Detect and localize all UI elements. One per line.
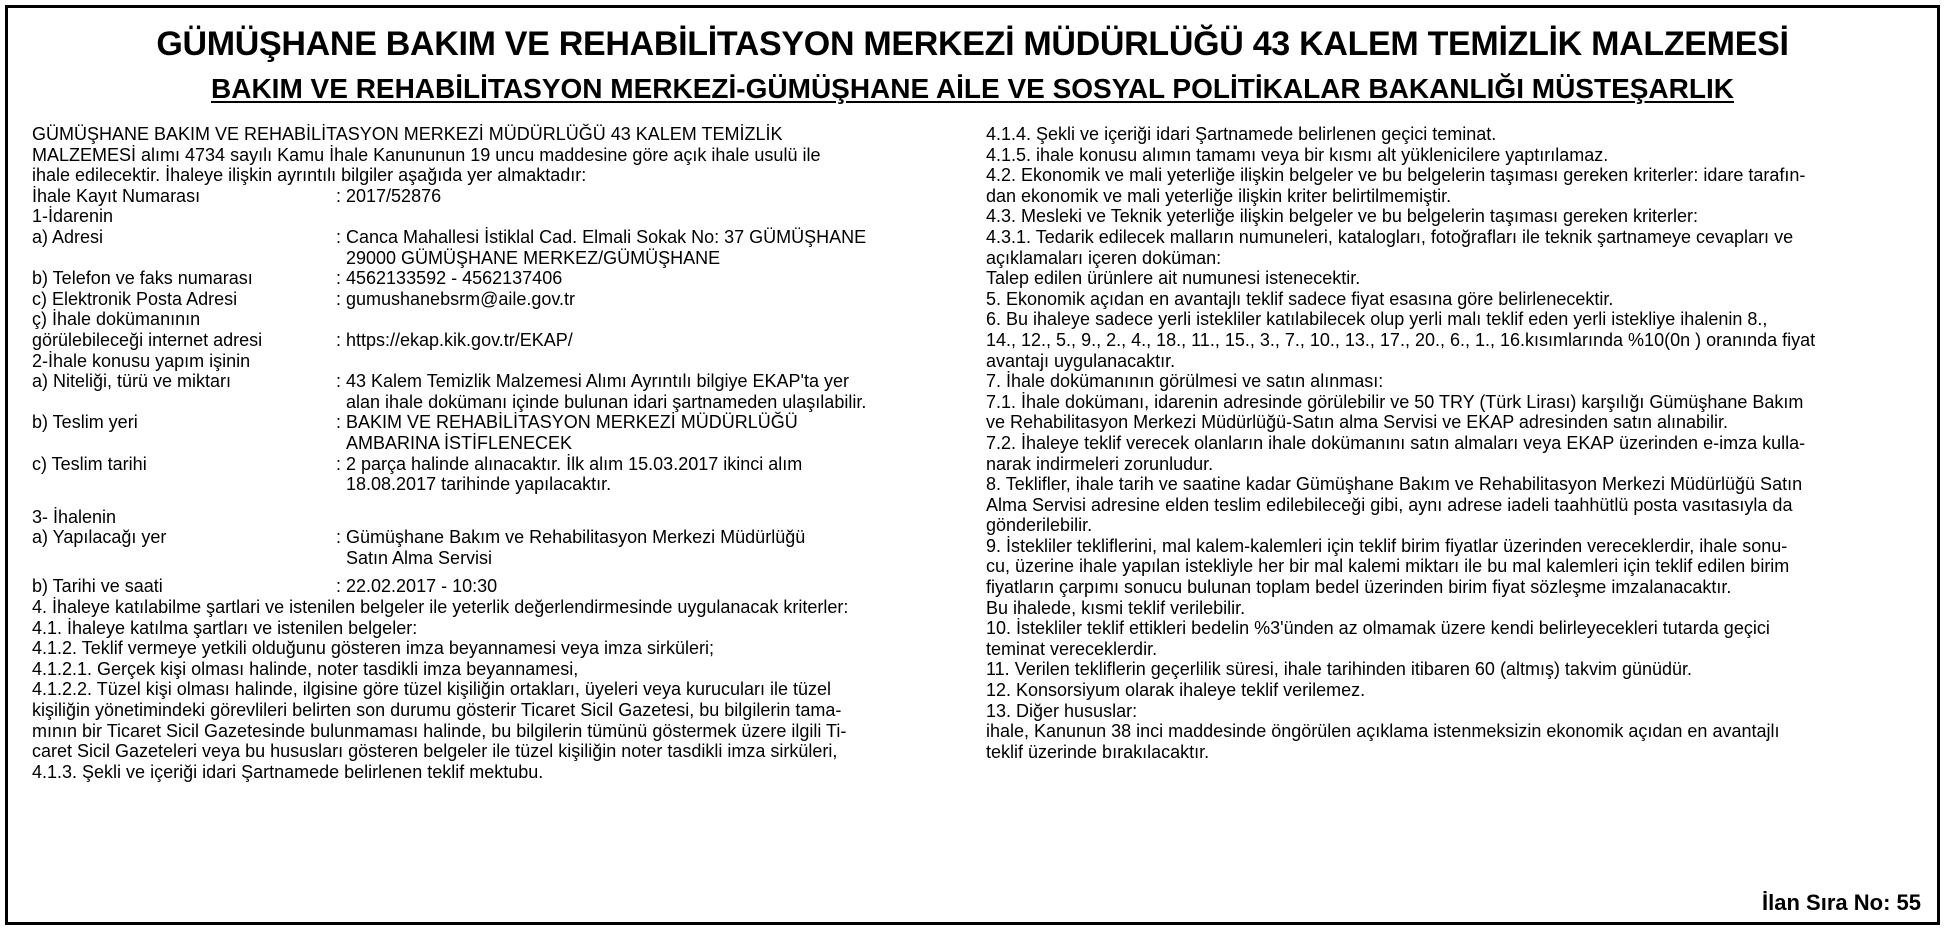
field-value-continued: alan ihale dokümanı içinde bulunan idari şartnameden ulaşılabilir. — [346, 391, 867, 412]
announcement-number: İlan Sıra No: 55 — [1762, 890, 1921, 915]
text-line: gönderilebilir. — [986, 515, 1093, 536]
field-value: : https://ekap.kik.gov.tr/EKAP/ — [336, 329, 573, 350]
field-label: İhale Kayıt Numarası — [32, 185, 201, 206]
text-line: 9. İstekliler tekliflerini, mal kalem-kalemleri için teklif birim fiyatlar üzerinden vereceklerdir, ihale sonu- — [986, 535, 1788, 556]
field-label: b) Tarihi ve saati — [32, 576, 163, 597]
field-value: : 2 parça halinde alınacaktır. İlk alım 15.03.2017 ikinci alım — [336, 453, 803, 474]
field-teslim-tarihi — [32, 454, 972, 475]
text-line: 4.1. İhaleye katılma şartları ve istenilen belgeler: — [32, 617, 418, 638]
text-line: Talep edilen ürünlere ait numunesi istenecektir. — [986, 268, 1361, 289]
text-line: 4.1.5. ihale konusu alımın tamamı veya bir kısmı alt yüklenicilere yaptırılamaz. — [986, 144, 1609, 165]
intro-line: MALZEMESİ alımı 4734 sayılı Kamu İhale Kanununun 19 uncu maddesine göre açık ihale usulü ile — [32, 144, 821, 165]
text-line: 6. Bu ihaleye sadece yerli istekliler katılabilecek olup yerli malı teklif eden yerli istekliye ihalenin 8., — [986, 309, 1768, 330]
left-column — [32, 124, 972, 782]
text-line: 13. Diğer hususlar: — [986, 700, 1138, 721]
field-value-continued: 29000 GÜMÜŞHANE MERKEZ/GÜMÜŞHANE — [346, 247, 721, 268]
text-line: 4.3.1. Tedarik edilecek malların numuneleri, katalogları, fotoğrafları ile teknik şartnameye cevapları ve — [986, 226, 1794, 247]
spacer — [32, 495, 972, 507]
field-value: : BAKIM VE REHABİLİTASYON MERKEZİ MÜDÜRLÜĞÜ — [336, 412, 798, 433]
field-value-continued: 18.08.2017 tarihinde yapılacaktır. — [346, 474, 612, 495]
text-line: 4.1.4. Şekli ve içeriği idari Şartnamede belirlenen geçici teminat. — [986, 124, 1497, 144]
page-subtitle: BAKIM VE REHABİLİTASYON MERKEZİ-GÜMÜŞHANE AİLE VE SOSYAL POLİTİKALAR BAKANLIĞI MÜSTEŞARLIK — [211, 73, 1734, 104]
right-column — [986, 124, 1926, 762]
text-line: fiyatların çarpımı sonucu bulunan toplam bedel üzerinden birim fiyat sözleşme imzalanacaktır. — [986, 577, 1732, 598]
field-label: a) Yapılacağı yer — [32, 527, 167, 548]
text-line: 4.1.2. Teklif vermeye yetkili olduğunu gösteren imza beyannamesi veya imza sirküleri; — [32, 638, 714, 659]
field-label: görülebileceği internet adresi — [32, 329, 263, 350]
text-line: teminat vereceklerdir. — [986, 638, 1158, 659]
spacer — [32, 568, 972, 576]
text-line: 14., 12., 5., 9., 2., 4., 18., 11., 15., 3., 7., 10., 13., 17., 20., 6., 1., 16.kısımlarında %10(0n ) oranında fiyat — [986, 329, 1816, 350]
field-value: : Canca Mahallesi İstiklal Cad. Elmali Sokak No: 37 GÜMÜŞHANE — [336, 226, 867, 247]
field-value-continued: Satın Alma Servisi — [346, 547, 493, 568]
field-yer — [32, 527, 972, 548]
field-value: : gumushanebsrm@aile.gov.tr — [336, 288, 576, 309]
field-label: c) Teslim tarihi — [32, 453, 147, 474]
text-line: 12. Konsorsiyum olarak ihaleye teklif verilemez. — [986, 680, 1366, 701]
text-line: 4.3. Mesleki ve Teknik yeterliğe ilişkin belgeler ve bu belgelerin taşıması gereken kriterler: — [986, 206, 1699, 227]
text-line: dan ekonomik ve mali yeterliğe ilişkin kriter belirtilmemiştir. — [986, 185, 1452, 206]
text-line: caret Sicil Gazeteleri veya bu hususları gösteren belgeler ile tüzel kişiliğin noter tasdikli imza sirküleri, — [32, 741, 838, 762]
section-heading: 1-İdarenin — [32, 206, 114, 227]
field-saat — [32, 576, 972, 597]
field-value: : 2017/52876 — [336, 185, 442, 206]
field-kayit — [32, 186, 972, 207]
text-line: teklif üzerinde bırakılacaktır. — [986, 741, 1210, 762]
text-line: ihale, Kanunun 38 inci maddesinde öngörülen açıklama istenmeksizin ekonomik açıdan en avantajlı — [986, 721, 1780, 742]
text-line: 4. İhaleye katılabilme şartlari ve istenilen belgeler ile yeterlik değerlendirmesinde uygulanacak kriterler: — [32, 597, 849, 618]
text-line: avantajı uygulanacaktır. — [986, 350, 1176, 371]
text-line: 7.1. İhale dokümanı, idarenin adresinde görülebilir ve 50 TRY (Türk Lirası) karşılığı Gümüşhane Bakım — [986, 391, 1804, 412]
field-dokuman — [32, 330, 972, 351]
text-line: 11. Verilen tekliflerin geçerlilik süresi, ihale tarihinden itibaren 60 (altmış) takvim günüdür. — [986, 659, 1693, 680]
section-heading: 2-İhale konusu yapım işinin — [32, 350, 251, 371]
text-line: 5. Ekonomik açıdan en avantajlı teklif sadece fiyat esasına göre belirlenecektir. — [986, 288, 1614, 309]
field-telefon — [32, 268, 972, 289]
field-teslim-yeri — [32, 412, 972, 433]
field-value: : 22.02.2017 - 10:30 — [336, 576, 498, 597]
announcement-page — [5, 5, 1940, 925]
field-label: c) Elektronik Posta Adresi — [32, 288, 238, 309]
field-label: ç) İhale dokümanının — [32, 309, 201, 330]
text-line: 4.1.2.2. Tüzel kişi olması halinde, ilgisine göre tüzel kişiliğin ortakları, üyeleri veya kurucuları ile tüzel — [32, 679, 832, 700]
field-value: : 4562133592 - 4562137406 — [336, 268, 563, 289]
text-line: açıklamaları içeren doküman: — [986, 247, 1222, 268]
section-heading: 3- İhalenin — [32, 506, 117, 527]
field-value-continued: AMBARINA İSTİFLENECEK — [346, 432, 573, 453]
text-line: 7. İhale dokümanının görülmesi ve satın alınması: — [986, 371, 1384, 392]
text-line: Alma Servisi adresine elden teslim edilebileceği gibi, aynı adrese iadeli taahhütlü posta vasıtasıyla da — [986, 494, 1793, 515]
field-value: : 43 Kalem Temizlik Malzemesi Alımı Ayrıntılı bilgiye EKAP'ta yer — [336, 371, 849, 392]
text-line: 10. İstekliler teklif ettikleri bedelin %3'ünden az olmamak üzere kendi belirleyecekleri tutarda geçici — [986, 618, 1770, 639]
text-line: ve Rehabilitasyon Merkezi Müdürlüğü-Satın alma Servisi ve EKAP adresinden satın alınabilir. — [986, 412, 1729, 433]
text-line: mının bir Ticaret Sicil Gazetesinde bulunmaması halinde, bu bilgilerin tümünü göstermek üzere ilgili Ti- — [32, 720, 847, 741]
text-line: 4.1.3. Şekli ve içeriği idari Şartnamede belirlenen teklif mektubu. — [32, 761, 544, 782]
field-label: b) Telefon ve faks numarası — [32, 268, 253, 289]
text-line: 4.2. Ekonomik ve mali yeterliğe ilişkin belgeler ve bu belgelerin taşıması gereken kriterler: idare tarafın- — [986, 165, 1806, 186]
text-line: kişiliğin yönetimindeki görevlileri belirten son durumu gösterir Ticaret Sicil Gazetesi, bu bilgilerin tama- — [32, 700, 842, 721]
intro-line: GÜMÜŞHANE BAKIM VE REHABİLİTASYON MERKEZİ MÜDÜRLÜĞÜ 43 KALEM TEMİZLİK — [32, 124, 783, 144]
field-value: : Gümüşhane Bakım ve Rehabilitasyon Merkezi Müdürlüğü — [336, 527, 806, 548]
field-nitelik — [32, 371, 972, 392]
text-line: narak indirmeleri zorunludur. — [986, 453, 1214, 474]
page-title: GÜMÜŞHANE BAKIM VE REHABİLİTASYON MERKEZİ MÜDÜRLÜĞÜ 43 KALEM TEMİZLİK MALZEMESİ — [156, 25, 1789, 63]
text-line: Bu ihalede, kısmi teklif verilebilir. — [986, 597, 1246, 618]
field-adres — [32, 227, 972, 248]
field-label: a) Niteliği, türü ve miktarı — [32, 371, 232, 392]
field-label: b) Teslim yeri — [32, 412, 138, 433]
text-line: 8. Teklifler, ihale tarih ve saatine kadar Gümüşhane Bakım ve Rehabilitasyon Merkezi Müdürlüğü Satın — [986, 474, 1803, 495]
text-line: cu, üzerine ihale yapılan istekliyle her bir mal kalemi miktarı ile bu mal kalemleri için teklif edilen birim — [986, 556, 1790, 577]
text-line: 7.2. İhaleye teklif verecek olanların ihale dokümanını satın almaları veya EKAP üzerinden e-imza kulla- — [986, 432, 1806, 453]
field-eposta — [32, 289, 972, 310]
field-label: a) Adresi — [32, 226, 104, 247]
intro-line: ihale edilecektir. İhaleye ilişkin ayrıntılı bilgiler aşağıda yer almaktadır: — [32, 165, 587, 186]
text-line: 4.1.2.1. Gerçek kişi olması halinde, noter tasdikli imza beyannamesi, — [32, 658, 579, 679]
